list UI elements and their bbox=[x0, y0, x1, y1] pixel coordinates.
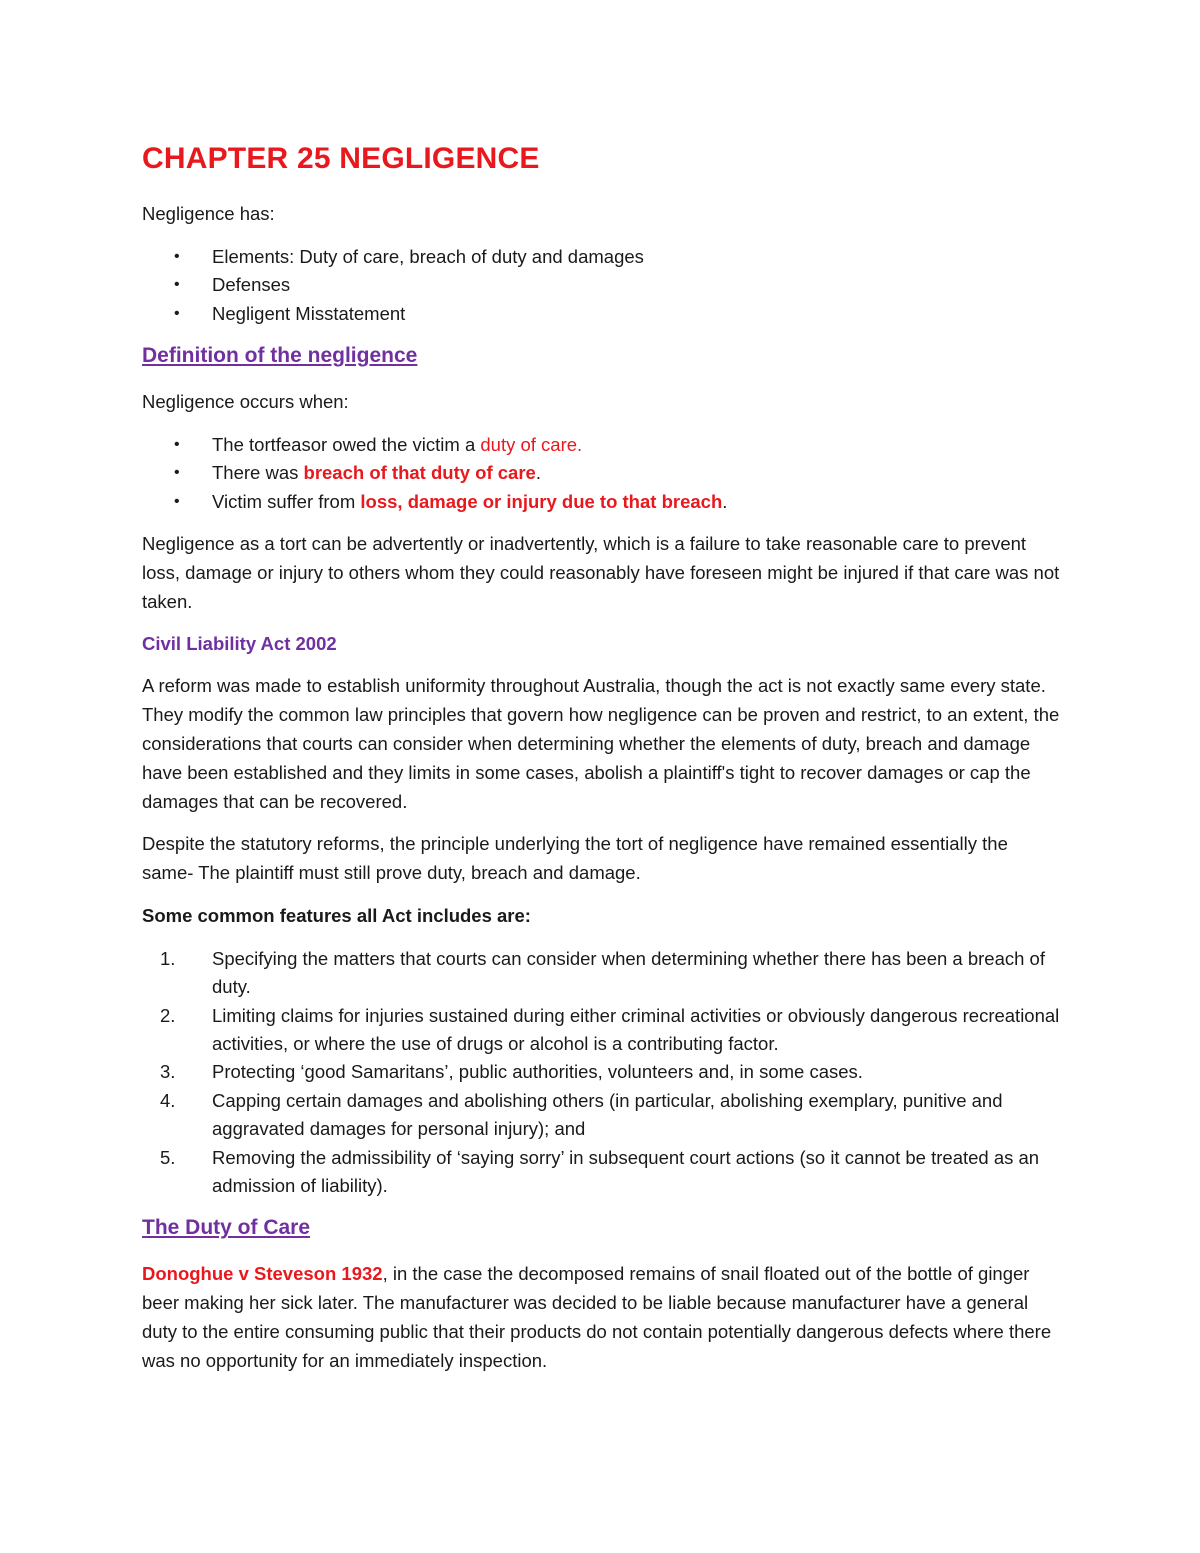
section-heading-definition: Definition of the negligence bbox=[142, 344, 418, 368]
list-number: 3. bbox=[160, 1061, 176, 1083]
bullet-icon: • bbox=[174, 304, 180, 322]
bullet-icon: • bbox=[174, 464, 180, 482]
intro-text: Negligence has: bbox=[142, 203, 275, 224]
definition-paragraph: Negligence as a tort can be advertently or inadvertently, which is a failure to take reasonable care to prevent loss, damage or injury to others whom they could reasonably have foreseen might be injured if that care was not taken. bbox=[142, 533, 1060, 612]
list-item: • Defenses bbox=[212, 271, 1060, 299]
section-heading-duty-of-care: The Duty of Care bbox=[142, 1216, 311, 1240]
intro-list bbox=[142, 243, 1060, 328]
emphasis-text: loss, damage or injury due to that breach bbox=[360, 490, 723, 512]
civil-act-paragraph: A reform was made to establish uniformity throughout Australia, though the act is not exactly same every state. They modify the common law principles that govern how negligence can be proven and restrict, to an extent, the considerations that courts can consider when determining whether the elements of duty, breach and damage have been established and they limits in some cases, abolish a plaintiff's tight to recover damages or cap the damages that can be recovered. bbox=[142, 675, 1060, 812]
emphasis-text: duty of care. bbox=[480, 433, 583, 455]
list-item: 2. Limiting claims for injuries sustained during either criminal activities or obviously dangerous recreational activities, or where the use of drugs or alcohol is a contributing factor. bbox=[212, 1002, 1060, 1059]
definition-list bbox=[142, 431, 1060, 516]
civil-act-paragraph: Despite the statutory reforms, the principle underlying the tort of negligence have remained essentially the same- The plaintiff must still prove duty, breach and damage. bbox=[142, 833, 1008, 884]
list-item: • The tortfeasor owed the victim a duty of care. bbox=[212, 431, 1060, 459]
bullet-icon: • bbox=[174, 492, 180, 510]
list-item: 4. Capping certain damages and abolishing others (in particular, abolishing exemplary, punitive and aggravated damages for personal injury); and bbox=[212, 1087, 1060, 1144]
case-paragraph: Donoghue v Steveson 1932, in the case the decomposed remains of snail floated out of the bottle of ginger beer making her sick later. The manufacturer was decided to be liable because manufacturer have a general duty to the entire consuming public that their products do not contain potentially dangerous defects where there was no opportunity for an immediately inspection. bbox=[142, 1263, 1052, 1371]
bullet-icon: • bbox=[174, 276, 180, 294]
chapter-title: CHAPTER 25 NEGLIGENCE bbox=[142, 142, 540, 175]
section-heading-civil-liability-act: Civil Liability Act 2002 bbox=[142, 633, 337, 655]
list-number: 1. bbox=[160, 947, 176, 969]
case-name: Donoghue v Steveson 1932 bbox=[142, 1263, 383, 1285]
list-item: 5. Removing the admissibility of ‘saying sorry’ in subsequent court actions (so it cannot be treated as an admission of liability). bbox=[212, 1144, 1060, 1201]
list-item: 1. Specifying the matters that courts can consider when determining whether there has been a breach of duty. bbox=[212, 945, 1060, 1002]
list-item: • Negligent Misstatement bbox=[212, 300, 1060, 328]
list-item: 3. Protecting ‘good Samaritans’, public authorities, volunteers and, in some cases. bbox=[212, 1058, 1060, 1086]
list-item: • Elements: Duty of care, breach of duty and damages bbox=[212, 243, 1060, 271]
list-number: 4. bbox=[160, 1089, 176, 1111]
bullet-icon: • bbox=[174, 435, 180, 453]
features-lead: Some common features all Act includes are: bbox=[142, 905, 531, 926]
list-number: 2. bbox=[160, 1004, 176, 1026]
list-item: • Victim suffer from loss, damage or injury due to that breach. bbox=[212, 488, 1060, 516]
bullet-icon: • bbox=[174, 247, 180, 265]
features-list bbox=[142, 945, 1060, 1201]
emphasis-text: breach of that duty of care bbox=[303, 462, 536, 484]
list-number: 5. bbox=[160, 1146, 176, 1168]
definition-lead: Negligence occurs when: bbox=[142, 391, 349, 413]
list-item: • There was breach of that duty of care. bbox=[212, 459, 1060, 487]
